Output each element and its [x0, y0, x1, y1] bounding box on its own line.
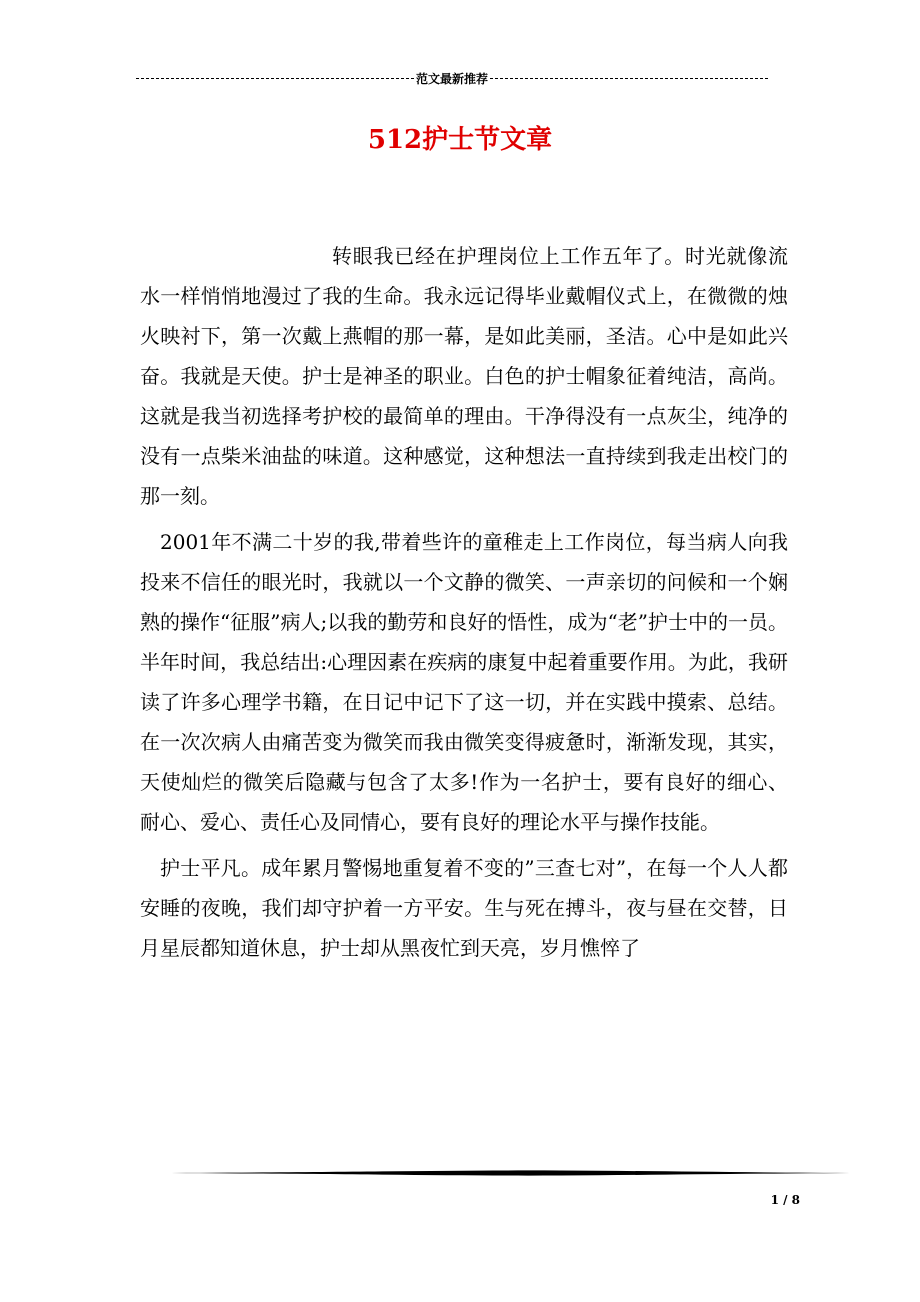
- header-dash-right: [490, 78, 768, 79]
- header-label: 范文最新推荐: [416, 71, 489, 86]
- paragraph-1: 转眼我已经在护理岗位上工作五年了。时光就像流水一样悄悄地漫过了我的生命。我永远记得毕业戴帽仪式上，在微微的烛火映衬下，第一次戴上燕帽的那一幕，是如此美丽，圣洁。心中是如此兴奋。我就是天使。护士是神圣的职业。白色的护士帽象征着纯洁，高尚。这就是我当初选择考护校的最简单的理由。干净得没有一点灰尘，纯净的没有一点柴米油盐的味道。这种感觉，这种想法一直持续到我走出校门的那一刻。: [140, 244, 788, 508]
- paragraph-3: 护士平凡。成年累月警惕地重复着不变的”三查七对”，在每一个人人都安睡的夜晚，我们却守护着一方平安。生与死在搏斗，夜与昼在交替，日月星辰都知道休息，护士却从黑夜忙到天亮，岁月憔悴了: [140, 856, 788, 960]
- paragraph-2: 2001年不满二十岁的我,带着些许的童稚走上工作岗位，每当病人向我投来不信任的眼光时，我就以一个文静的微笑、一声亲切的问候和一个娴熟的操作“征服”病人;以我的勤劳和良好的悟性，成为“老”护士中的一员。半年时间，我总结出:心理因素在疾病的康复中起着重要作用。为此，我研读了许多心理学书籍，在日记中记下了这一切，并在实践中摸索、总结。在一次次病人由痛苦变为微笑而我由微笑变得疲惫时，渐渐发现，其实，天使灿烂的微笑后隐藏与包含了太多!作为一名护士，要有良好的细心、耐心、爱心、责任心及同情心，要有良好的理论水平与操作技能。: [140, 530, 788, 834]
- document-title: 512护士节文章: [367, 125, 553, 155]
- document-body: [140, 236, 788, 974]
- footer-rule: [140, 1170, 864, 1176]
- header-dash-left: [136, 78, 414, 79]
- page-number: 1 / 8: [770, 1193, 800, 1207]
- page-header: [136, 68, 768, 88]
